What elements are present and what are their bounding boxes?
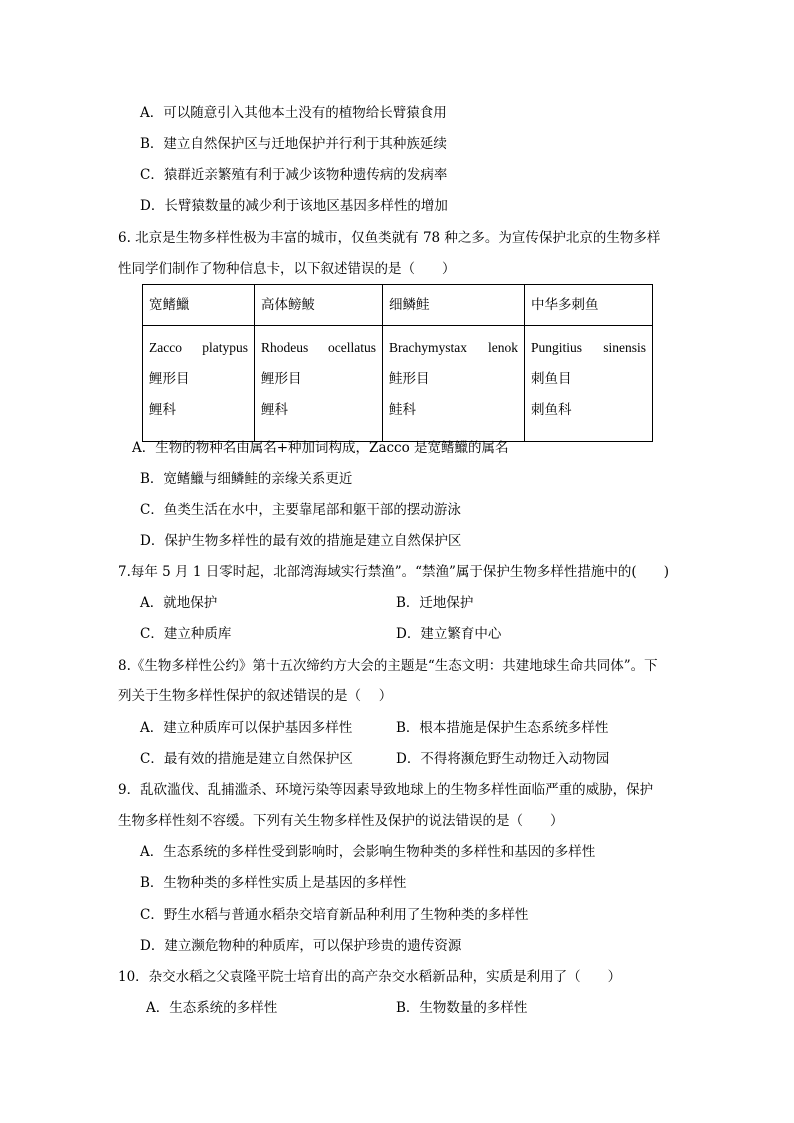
order-name: 鲤形目	[261, 371, 302, 387]
table-cell	[255, 326, 383, 442]
table-header-cell: 高体鳑鲏	[255, 285, 383, 326]
q8-option-b: B．根本措施是保护生态系统多样性	[396, 720, 609, 736]
q7-stem: 7.每年 5 月 1 日零时起，北部湾海域实行禁渔”。“禁渔”属于保护生物多样性措施中的( )	[118, 564, 669, 580]
q9-option-d: D．建立濒危物种的种质库，可以保护珍贵的遗传资源	[140, 938, 462, 954]
q8-stem-line1: 8.《生物多样性公约》第十五次缔约方大会的主题是“生态文明：共建地球生命共同体”。下	[118, 658, 658, 674]
q6-option-b: B．宽鳍鱲与细鳞鲑的亲缘关系更近	[140, 471, 353, 487]
q5-option-d: D．长臂猿数量的减少利于该地区基因多样性的增加	[140, 198, 448, 214]
q5-option-b: B．建立自然保护区与迁地保护并行利于其种族延续	[140, 136, 447, 152]
q8-option-d: D．不得将濒危野生动物迁入动物园	[396, 751, 610, 767]
latin-name: Rhodeus ocellatus	[261, 340, 376, 355]
q6-option-c: C．鱼类生活在水中，主要靠尾部和躯干部的摆动游泳	[140, 502, 461, 518]
table-cell	[383, 326, 525, 442]
order-name: 鲤形目	[149, 371, 190, 387]
latin-name: Brachymystax lenok	[389, 340, 518, 355]
q8-option-c: C．最有效的措施是建立自然保护区	[140, 751, 353, 767]
family-name: 鲤科	[261, 402, 288, 418]
table-header-cell: 宽鳍鱲	[143, 285, 255, 326]
order-name: 鲑形目	[389, 371, 430, 387]
q7-option-b: B．迁地保护	[396, 595, 474, 611]
q8-option-a: A．建立种质库可以保护基因多样性	[140, 720, 353, 736]
q7-option-a: A．就地保护	[140, 595, 218, 611]
q7-option-d: D．建立繁育中心	[396, 626, 502, 642]
latin-name: Zacco platypus	[149, 340, 248, 355]
q6-stem-line1: 6. 北京是生物多样性极为丰富的城市，仅鱼类就有 78 种之多。为宣传保护北京的生物多样	[118, 230, 661, 246]
q9-option-c: C．野生水稻与普通水稻杂交培育新品种利用了生物种类的多样性	[140, 907, 529, 923]
table-cell	[143, 326, 255, 442]
q9-stem-line2: 生物多样性刻不容缓。下列有关生物多样性及保护的说法错误的是（ ）	[118, 813, 564, 829]
q5-option-a: A．可以随意引入其他本土没有的植物给长臂猿食用	[140, 105, 447, 121]
table-header-cell: 中华多刺鱼	[525, 285, 653, 326]
q6-option-d: D．保护生物多样性的最有效的措施是建立自然保护区	[140, 533, 462, 549]
species-info-table	[142, 284, 653, 442]
q10-stem: 10．杂交水稻之父袁隆平院士培育出的高产杂交水稻新品种，实质是利用了（ ）	[118, 969, 622, 985]
q8-stem-line2: 列关于生物多样性保护的叙述错误的是（ ）	[118, 688, 393, 704]
family-name: 刺鱼科	[531, 402, 572, 418]
table-header-cell: 细鳞鲑	[383, 285, 525, 326]
q9-option-a: A．生态系统的多样性受到影响时，会影响生物种类的多样性和基因的多样性	[140, 844, 596, 860]
q7-option-c: C．建立种质库	[140, 626, 232, 642]
table-row	[143, 326, 653, 442]
q5-option-c: C．猿群近亲繁殖有利于减少该物种遗传病的发病率	[140, 167, 448, 183]
order-name: 刺鱼目	[531, 371, 572, 387]
q9-stem-line1: 9．乱砍滥伐、乱捕滥杀、环境污染等因素导致地球上的生物多样性面临严重的威胁，保护	[118, 782, 654, 798]
family-name: 鲤科	[149, 402, 176, 418]
q10-option-a: A．生态系统的多样性	[146, 1000, 278, 1016]
q6-stem-line2: 性同学们制作了物种信息卡，以下叙述错误的是（ ）	[118, 261, 456, 277]
q9-option-b: B．生物种类的多样性实质上是基因的多样性	[140, 875, 407, 891]
latin-name: Pungitius sinensis	[531, 340, 646, 355]
table-header-row	[143, 285, 653, 326]
family-name: 鲑科	[389, 402, 416, 418]
q10-option-b: B．生物数量的多样性	[396, 1000, 528, 1016]
table-cell	[525, 326, 653, 442]
q6-option-a: A．生物的物种名由属名+种加词构成，Zacco 是宽鳍鱲的属名	[132, 440, 509, 456]
